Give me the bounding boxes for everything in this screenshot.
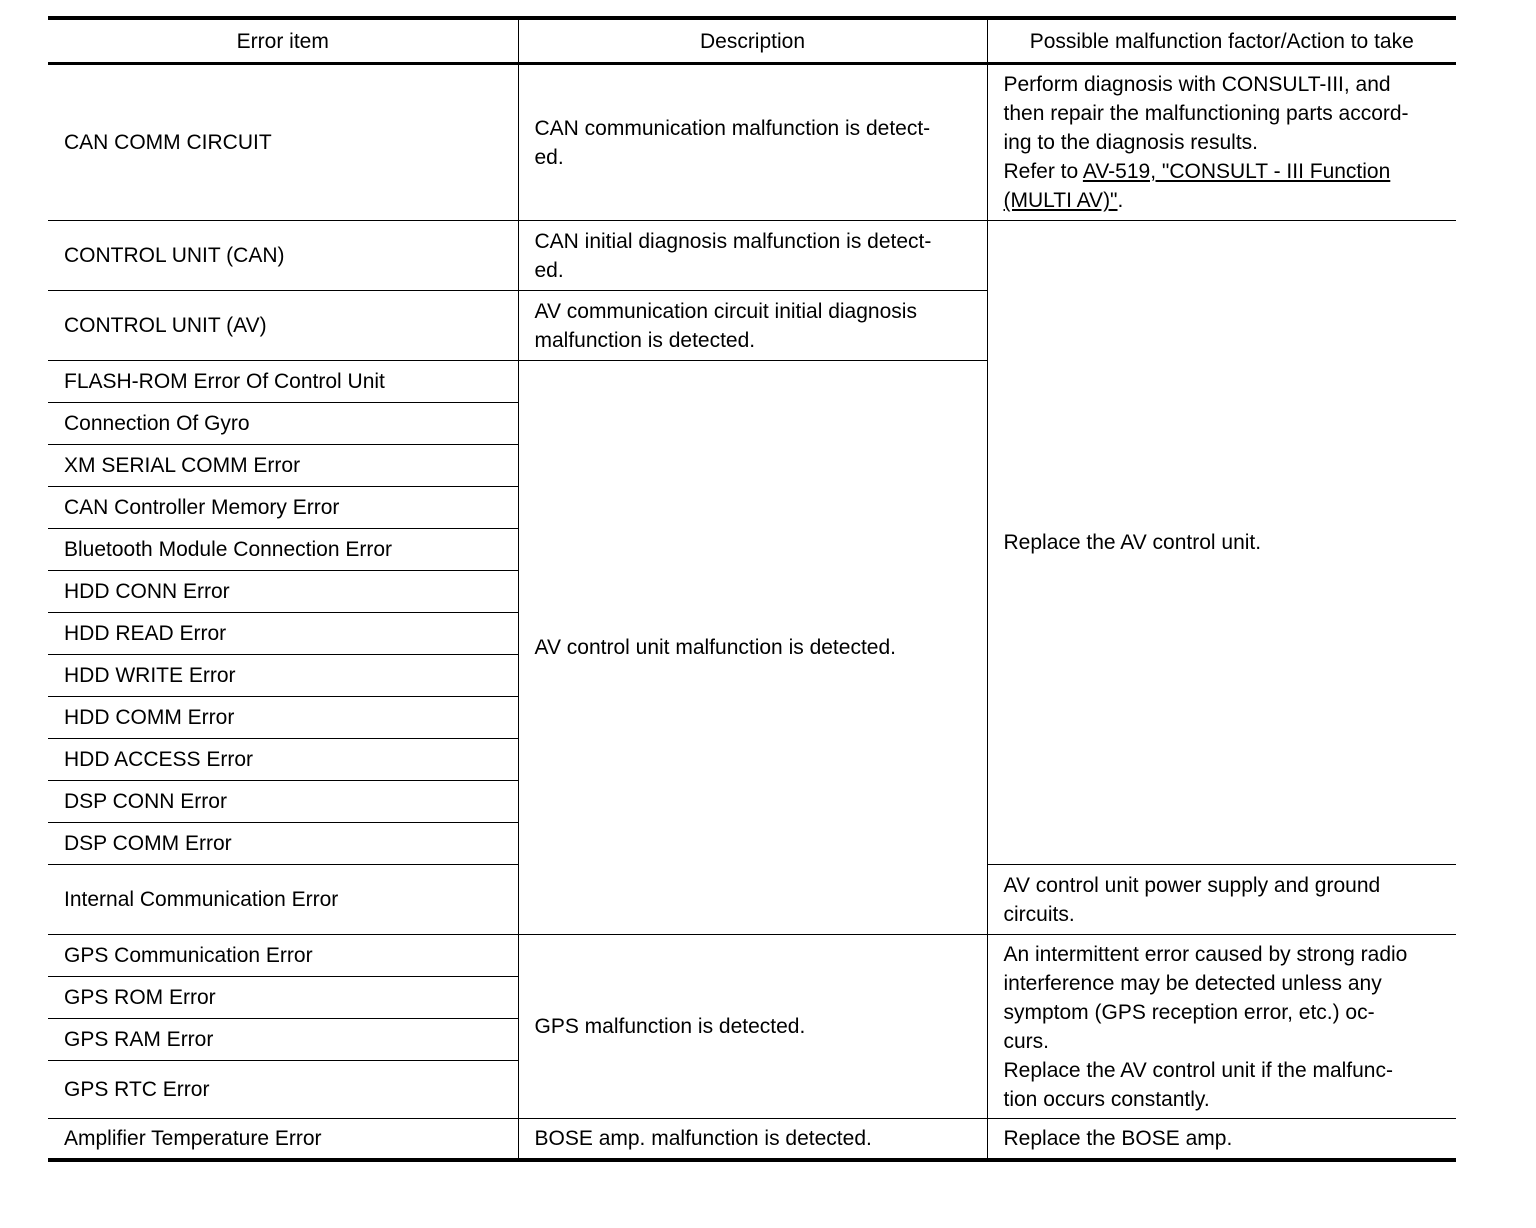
error-item-cell: HDD CONN Error: [48, 571, 518, 613]
description-line: ed.: [534, 145, 564, 169]
action-line: An intermittent error caused by strong radio: [1003, 942, 1408, 966]
action-line: Perform diagnosis with CONSULT-III, and: [1003, 73, 1391, 96]
error-item-cell: FLASH-ROM Error Of Control Unit: [48, 361, 518, 403]
error-item-cell: DSP CONN Error: [48, 781, 518, 823]
error-item-cell: HDD WRITE Error: [48, 655, 518, 697]
description-cell-av-unit: AV control unit malfunction is detected.: [518, 361, 987, 935]
error-table: [48, 16, 1456, 1162]
table-row: [48, 221, 1456, 291]
error-item-cell: Bluetooth Module Connection Error: [48, 529, 518, 571]
description-line: CAN initial diagnosis malfunction is detect-: [534, 229, 932, 253]
header-action: Possible malfunction factor/Action to take: [987, 18, 1456, 64]
refer-line: [1004, 186, 1441, 215]
error-item-cell: Amplifier Temperature Error: [48, 1119, 518, 1160]
action-line: symptom (GPS reception error, etc.) oc-: [1003, 1000, 1375, 1024]
action-cell-replace-av: Replace the AV control unit.: [987, 221, 1456, 865]
error-item-cell: GPS RAM Error: [48, 1019, 518, 1061]
error-item-cell: DSP COMM Error: [48, 823, 518, 865]
description-cell: BOSE amp. malfunction is detected.: [518, 1119, 987, 1160]
error-item-cell: HDD ACCESS Error: [48, 739, 518, 781]
action-line: then repair the malfunctioning parts accord-: [1003, 102, 1409, 125]
action-line: circuits.: [1003, 902, 1075, 926]
error-item-cell: Connection Of Gyro: [48, 403, 518, 445]
description-line: CAN communication malfunction is detect-: [534, 116, 931, 140]
table-row: [48, 64, 1456, 221]
consult-reference-link[interactable]: AV-519, "CONSULT - III Function: [1082, 160, 1391, 183]
description-line: AV communication circuit initial diagnosis: [534, 299, 917, 323]
error-item-cell: GPS RTC Error: [48, 1061, 518, 1119]
error-item-cell: HDD READ Error: [48, 613, 518, 655]
error-item-cell: CAN COMM CIRCUIT: [48, 64, 518, 221]
action-line: interference may be detected unless any: [1003, 971, 1382, 995]
description-line: malfunction is detected.: [534, 328, 756, 352]
action-line: curs.: [1003, 1029, 1050, 1053]
action-cell: [987, 64, 1456, 221]
table-row: [48, 935, 1456, 977]
error-item-cell: CONTROL UNIT (AV): [48, 291, 518, 361]
action-line: AV control unit power supply and ground: [1003, 873, 1381, 897]
action-line: ing to the diagnosis results.: [1003, 131, 1258, 154]
table-row: [48, 1119, 1456, 1160]
error-item-cell: CONTROL UNIT (CAN): [48, 221, 518, 291]
refer-line: [1004, 157, 1441, 186]
error-item-cell: CAN Controller Memory Error: [48, 487, 518, 529]
header-description: Description: [518, 18, 987, 64]
error-item-cell: Internal Communication Error: [48, 865, 518, 935]
header-error-item: Error item: [48, 18, 518, 64]
refer-suffix: .: [1117, 189, 1124, 212]
error-item-cell: GPS ROM Error: [48, 977, 518, 1019]
consult-reference-link-cont[interactable]: (MULTI AV)": [1003, 189, 1118, 212]
header-row: [48, 18, 1456, 64]
description-cell: [518, 64, 987, 221]
refer-prefix: Refer to: [1003, 160, 1083, 183]
action-line: tion occurs constantly.: [1003, 1087, 1210, 1111]
action-cell: [987, 865, 1456, 935]
error-item-cell: HDD COMM Error: [48, 697, 518, 739]
description-cell: [518, 291, 987, 361]
description-cell-gps: GPS malfunction is detected.: [518, 935, 987, 1119]
action-cell: Replace the BOSE amp.: [987, 1119, 1456, 1160]
action-line: Replace the AV control unit if the malfunc-: [1003, 1058, 1393, 1082]
description-line: ed.: [534, 258, 564, 282]
error-item-cell: XM SERIAL COMM Error: [48, 445, 518, 487]
error-item-cell: GPS Communication Error: [48, 935, 518, 977]
description-cell: [518, 221, 987, 291]
action-cell-gps: [987, 935, 1456, 1119]
